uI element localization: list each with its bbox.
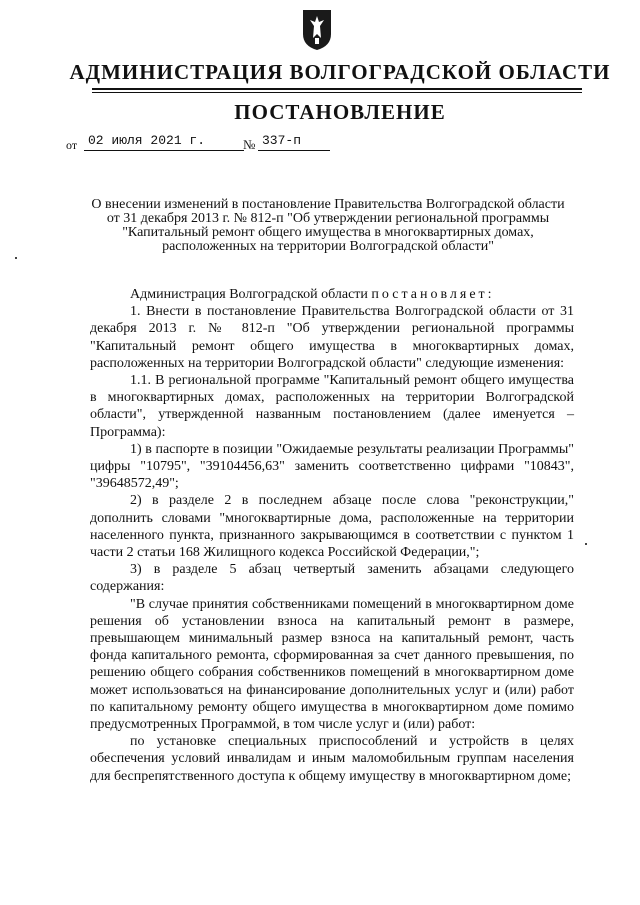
paragraph-item-3: 3) в разделе 5 абзац четвертый заменить абзацами следующего содержания: — [90, 562, 574, 595]
paragraph-item-1: 1) в паспорте в позиции "Ожидаемые результаты реализации Программы" цифры "10795", "39104456,63" заменить соответственно цифрами "10843", "39648572,49"; — [90, 441, 574, 492]
number-prefix: № — [243, 137, 256, 152]
organization-name: АДМИНИСТРАЦИЯ ВОЛГОГРАДСКОЙ ОБЛАСТИ — [69, 60, 611, 84]
number-value-text: 337-п — [262, 133, 302, 148]
document-type: ПОСТАНОВЛЕНИЕ — [234, 100, 446, 124]
scan-speck — [585, 543, 587, 545]
scan-speck — [15, 257, 17, 259]
date-value-text: 02 июля 2021 г. — [88, 133, 206, 148]
intro-line — [90, 286, 574, 303]
header-rule-thick — [92, 88, 582, 90]
document-body — [90, 286, 574, 785]
paragraph-item-2: 2) в разделе 2 в последнем абзаце после слова "реконструкции," дополнить словами "многоквартирные дома, расположенные на территории населенного пункта, признанного закрывающимся в соответствии с пунктом 1 части 2 статьи 168 Жилищного кодекса Российской Федерации,"; — [90, 493, 574, 561]
document-subject: О внесении изменений в постановление Правительства Волгоградской области от 31 декабря 2013 г. № 812-п "Об утверждении региональной программы "Капитальный ремонт общего имущества в многоквартирных домах, расположенных на территории Волгоградской области" — [91, 197, 565, 254]
date-underline — [84, 150, 244, 151]
intro-verb: постановляет: — [371, 287, 495, 302]
number-value — [262, 133, 301, 148]
paragraph-quote: "В случае принятия собственниками помещений в многоквартирном доме решения об установлении взноса на капитальный ремонт в размере, превышающем минимальный размер взноса на капитальный ремонт, часть фонда капитального ремонта, сформированная за счет данного превышения, по решению общего собрания собственников помещений в многоквартирном доме может использоваться на финансирование дополнительных услуг и (или) работ по капитальному ремонту общего имущества в многоквартирном доме помимо предусмотренных Программой, в том числе услуг и (или) работ: — [90, 596, 574, 733]
paragraph-accessibility: по установке специальных приспособлений и устройств в целях обеспечения условий инвалидам и иным маломобильным группам населения для беспрепятственного доступа к общему имуществу в многоквартирном доме; — [90, 734, 574, 784]
date-prefix: от — [66, 138, 78, 152]
intro-prefix: Администрация Волгоградской области — [130, 287, 368, 302]
paragraph-1: 1. Внести в постановление Правительства Волгоградской области от 31 декабря 2013 г. № 812-п "Об утверждении региональной программы "Капитальный ремонт общего имущества в многоквартирных домах, расположенных на территории Волгоградской области" следующие изменения: — [90, 304, 574, 371]
number-underline — [258, 150, 330, 151]
paragraph-1-1: 1.1. В региональной программе "Капитальный ремонт общего имущества в многоквартирных домах, расположенных на территории Волгоградской области", утвержденной названным постановлением (далее именуется – Программа): — [90, 373, 574, 440]
coat-of-arms-emblem — [297, 8, 337, 52]
date-value — [88, 133, 205, 148]
header-rule-thin — [92, 92, 582, 93]
